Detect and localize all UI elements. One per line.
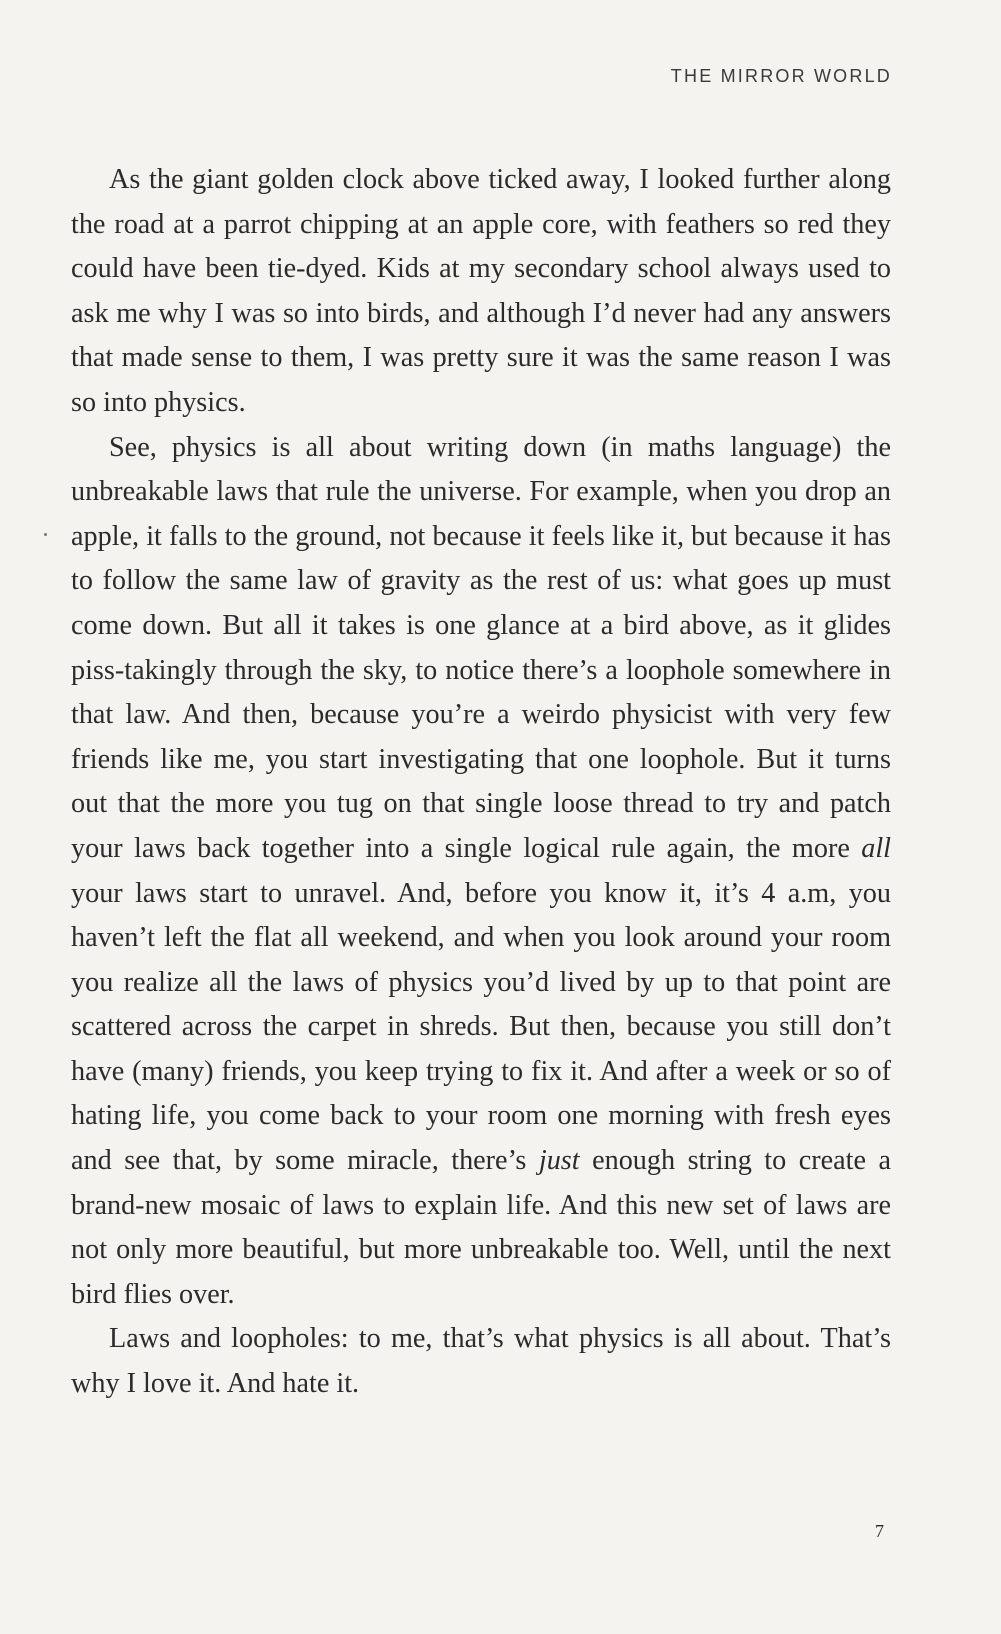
- paragraph-2: [71, 426, 891, 1318]
- text-span: See, physics is all about writing down (in maths language) the unbreakable laws that rule the universe. For example, when you drop an apple, it falls to the ground, not because it feels like it, but because it has to follow the same law of gravity as the rest of us: what goes up must come down. But all it takes is one glance at a bird above, as it glides piss-takingly through the sky, to notice there’s a loophole somewhere in that law. And then, because you’re a weirdo physicist with very few friends like me, you start investigating that one loophole. But it turns out that the more you tug on that single loose thread to try and patch your laws back together into a single logical rule again, the more: [71, 431, 891, 864]
- emphasis-text: just: [538, 1145, 580, 1177]
- running-head: THE MIRROR WORLD: [670, 66, 892, 86]
- text-span: Laws and loopholes: to me, that’s what physics is all about. That’s why I love it. And hate it.: [71, 1323, 891, 1400]
- text-span: As the giant golden clock above ticked away, I looked further along the road at a parrot chipping at an apple core, with feathers so red they could have been tie-dyed. Kids at my secondary school always used to ask me why I was so into birds, and although I’d never had any answers that made sense to them, I was pretty sure it was the same reason I was so into physics.: [71, 164, 891, 418]
- scan-speck: [44, 533, 47, 536]
- page-number: 7: [875, 1521, 884, 1541]
- paragraph-3: [71, 1317, 891, 1406]
- text-span: your laws start to unravel. And, before you know it, it’s 4 a.m, you haven’t left the flat all weekend, and when you look around your room you realize all the laws of physics you’d lived by up to that point are scattered across the carpet in shreds. But then, because you still don’t have (many) friends, you keep trying to fix it. And after a week or so of hating life, you come back to your room one morning with fresh eyes and see that, by some miracle, there’s: [71, 877, 891, 1177]
- paragraph-1: [71, 158, 891, 426]
- body-text: [71, 158, 891, 1407]
- text-span: enough string to create a brand-new mosaic of laws to explain life. And this new set of laws are not only more beautiful, but more unbreakable too. Well, until the next bird flies over.: [71, 1145, 891, 1310]
- emphasis-text: all: [861, 832, 891, 864]
